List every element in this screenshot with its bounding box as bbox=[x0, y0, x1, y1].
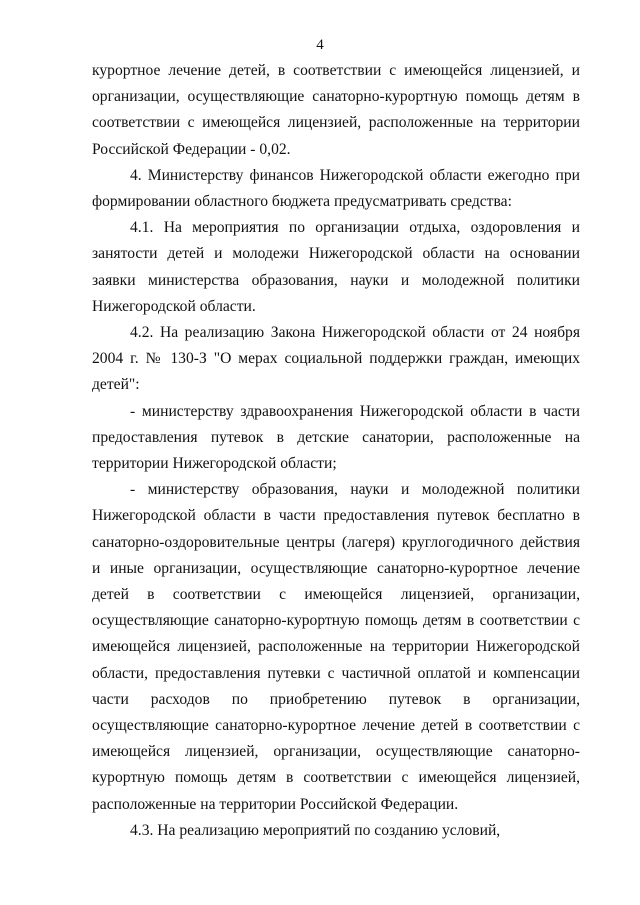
paragraph-item-4-2: 4.2. На реализацию Закона Нижегородской области от 24 ноября 2004 г. № 130-З "О мерах социальной поддержки граждан, имеющих детей": bbox=[92, 324, 580, 394]
paragraph-item-4-1: 4.1. На мероприятия по организации отдыха, оздоровления и занятости детей и молодежи Нижегородской области на основании заявки министерства образования, науки и молодежной политики Нижегородской области. bbox=[92, 219, 580, 315]
page-number: 4 bbox=[316, 37, 324, 53]
document-body bbox=[92, 58, 580, 844]
paragraph-item-4-3: 4.3. На реализацию мероприятий по созданию условий, bbox=[130, 821, 501, 839]
paragraph-continuation: курортное лечение детей, в соответствии с имеющейся лицензией, и организации, осуществляющие санаторно-курортную помощь детям в соответствии с имеющейся лицензией, расположенные на территории Российской Федерации - 0,02. bbox=[92, 62, 580, 158]
paragraph-item-4: 4. Министерству финансов Нижегородской области ежегодно при формировании областного бюджета предусматривать средства: bbox=[92, 166, 580, 211]
paragraph-health-ministry: - министерству здравоохранения Нижегородской области в части предоставления путевок в детские санатории, расположенные на территории Нижегородской области; bbox=[92, 402, 580, 473]
paragraph-education-ministry: - министерству образования, науки и молодежной политики Нижегородской области в части предоставления путевок бесплатно в санаторно-оздоровительные центры (лагеря) круглогодичного действия и иные организации, осуществляющие санаторно-курортное лечение детей в соответствии с имеющейся лицензией, организации, осуществляющие санаторно-курортную помощь детям в соответствии с имеющейся лицензией, расположенные на территории Нижегородской области, предоставления путевки с частичной оплатой и компенсации части расходов по приобретению путевок в организации, осуществляющие санаторно-курортное лечение детей в соответствии с имеющейся лицензией, организации, осуществляющие санаторно-курортную помощь детям в соответствии с имеющейся лицензией, расположенные на территории Российской Федерации. bbox=[92, 481, 580, 813]
